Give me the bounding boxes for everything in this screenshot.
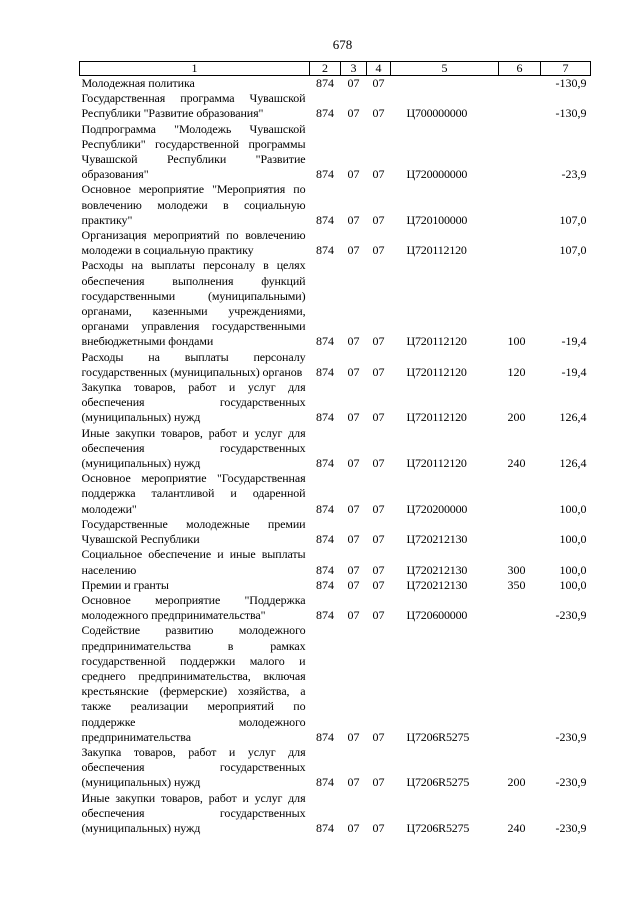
row-target-article-cell: Ц720112120 — [406, 364, 467, 379]
column-header-6: 6 — [499, 62, 541, 76]
row-subsection-cell: 07 — [372, 167, 385, 182]
column-header-3: 3 — [341, 62, 367, 76]
row-target-article-cell: Ц720112120 — [406, 243, 467, 258]
row-subsection-cell: 07 — [372, 212, 385, 227]
row-section-cell: 07 — [347, 334, 360, 349]
row-ministry-code-cell: 874 — [316, 456, 334, 471]
table-row — [80, 122, 591, 183]
row-subsection-cell: 07 — [372, 608, 385, 623]
column-header-4: 4 — [367, 62, 391, 76]
row-target-article-cell: Ц7206R5275 — [406, 729, 470, 744]
table-row — [80, 578, 591, 593]
row-ministry-code-cell: 874 — [316, 106, 334, 121]
table-body — [80, 76, 591, 837]
row-section-cell: 07 — [347, 76, 360, 90]
row-amount-cell: -230,9 — [555, 775, 587, 790]
row-amount-cell: -230,9 — [555, 608, 587, 623]
row-expense-type-cell — [499, 517, 541, 547]
row-subsection-cell: 07 — [372, 562, 385, 577]
row-amount-cell: -19,4 — [561, 334, 587, 349]
row-target-article-cell: Ц720600000 — [406, 608, 468, 623]
row-amount-cell: 100,0 — [559, 577, 587, 592]
row-amount-cell: -130,9 — [555, 76, 587, 90]
row-ministry-code-cell: 874 — [316, 820, 334, 835]
row-name-cell: Закупка товаров, работ и услуг для обеспечения государственных (муниципальных) нужд — [81, 744, 306, 790]
row-expense-type-cell: 300 — [507, 562, 526, 577]
row-name-cell: Иные закупки товаров, работ и услуг для обеспечения государственных (муниципальных) нужд — [81, 425, 306, 471]
row-subsection-cell: 07 — [372, 243, 385, 258]
row-expense-type-cell — [499, 91, 541, 121]
table-row — [80, 350, 591, 380]
row-ministry-code-cell: 874 — [316, 775, 334, 790]
table-row — [80, 471, 591, 517]
row-subsection-cell: 07 — [372, 364, 385, 379]
row-ministry-code-cell: 874 — [316, 562, 334, 577]
row-name-cell: Молодежная политика — [81, 76, 195, 90]
row-target-article-cell: Ц720100000 — [406, 212, 468, 227]
table-row — [80, 623, 591, 745]
row-name-cell: Закупка товаров, работ и услуг для обеспечения государственных (муниципальных) нужд — [81, 380, 306, 425]
row-section-cell: 07 — [347, 106, 360, 121]
row-amount-cell: 107,0 — [559, 243, 587, 258]
row-section-cell: 07 — [347, 562, 360, 577]
row-section-cell: 07 — [347, 456, 360, 471]
table-row — [80, 258, 591, 349]
table-row — [80, 593, 591, 623]
row-name-cell: Основное мероприятие "Мероприятия по вовлечению молодежи в социальную практику" — [81, 182, 306, 227]
row-ministry-code-cell: 874 — [316, 608, 334, 623]
row-amount-cell: 100,0 — [559, 562, 587, 577]
row-name-cell: Основное мероприятие "Государственная поддержка талантливой и одаренной молодежи" — [81, 471, 306, 516]
row-section-cell: 07 — [347, 820, 360, 835]
row-expense-type-cell: 120 — [507, 364, 526, 379]
table-row — [80, 91, 591, 121]
row-section-cell: 07 — [347, 775, 360, 790]
row-ministry-code-cell: 874 — [316, 532, 334, 547]
row-ministry-code-cell: 874 — [316, 410, 334, 425]
row-name-cell: Организация мероприятий по вовлечению молодежи в социальную практику — [81, 228, 306, 258]
row-ministry-code-cell: 874 — [316, 76, 334, 90]
row-section-cell: 07 — [347, 212, 360, 227]
row-ministry-code-cell: 874 — [316, 729, 334, 744]
table-row — [80, 228, 591, 258]
row-target-article-cell: Ц720112120 — [406, 410, 467, 425]
row-name-cell: Иные закупки товаров, работ и услуг для обеспечения государственных (муниципальных) нужд — [81, 790, 306, 835]
row-expense-type-cell: 240 — [507, 456, 526, 471]
table-row — [80, 76, 591, 92]
row-expense-type-cell — [499, 122, 541, 183]
row-amount-cell: -23,9 — [561, 167, 587, 182]
row-name-cell: Содействие развитию молодежного предпринимательства в рамках государственной поддержки малого и среднего предпринимательства, включая крестьянские (фермерские) хозяйства, а также реализации мероприятий по поддержке молодежного предпринимательства — [81, 623, 306, 744]
budget-table — [79, 61, 591, 836]
row-amount-cell: 107,0 — [559, 212, 587, 227]
row-section-cell: 07 — [347, 729, 360, 744]
table-row — [80, 547, 591, 577]
row-target-article-cell: Ц720112120 — [406, 334, 467, 349]
row-section-cell: 07 — [347, 501, 360, 516]
row-expense-type-cell: 200 — [507, 775, 526, 790]
row-expense-type-cell — [499, 228, 541, 258]
row-ministry-code-cell: 874 — [316, 167, 334, 182]
row-target-article-cell: Ц720212130 — [406, 562, 468, 577]
column-header-7: 7 — [541, 62, 591, 76]
row-subsection-cell: 07 — [372, 501, 385, 516]
row-expense-type-cell — [499, 623, 541, 745]
column-header-5: 5 — [391, 62, 499, 76]
row-subsection-cell: 07 — [372, 410, 385, 425]
row-amount-cell: 100,0 — [559, 532, 587, 547]
row-section-cell: 07 — [347, 167, 360, 182]
row-ministry-code-cell: 874 — [316, 212, 334, 227]
page-number: 678 — [332, 37, 353, 52]
row-subsection-cell: 07 — [372, 775, 385, 790]
row-section-cell: 07 — [347, 410, 360, 425]
row-subsection-cell: 07 — [372, 334, 385, 349]
row-target-article-cell: Ц700000000 — [406, 106, 468, 121]
row-ministry-code-cell: 874 — [316, 364, 334, 379]
row-subsection-cell: 07 — [372, 76, 385, 90]
table-row — [80, 426, 591, 472]
row-expense-type-cell: 100 — [507, 334, 526, 349]
row-name-cell: Государственные молодежные премии Чувашской Республики — [81, 516, 306, 547]
row-expense-type-cell: 240 — [507, 820, 526, 835]
row-name-cell: Премии и гранты — [81, 577, 169, 592]
row-section-cell: 07 — [347, 532, 360, 547]
row-ministry-code-cell: 874 — [316, 501, 334, 516]
table-row — [80, 380, 591, 426]
table-row — [80, 182, 591, 228]
row-name-cell: Государственная программа Чувашской Республики "Развитие образования" — [81, 91, 306, 121]
row-expense-type-cell — [499, 471, 541, 517]
row-target-article-cell: Ц720000000 — [406, 167, 468, 182]
table-row — [80, 745, 591, 791]
row-name-cell: Расходы на выплаты персоналу в целях обеспечения выполнения функций государственными (муниципальными) органами, казенными учреждениями, органами управления государственными внебюджетными фондами — [81, 258, 306, 349]
row-expense-type-cell: 350 — [507, 577, 526, 592]
table-header-row — [80, 62, 591, 76]
row-amount-cell: -230,9 — [555, 729, 587, 744]
row-section-cell: 07 — [347, 243, 360, 258]
row-section-cell: 07 — [347, 577, 360, 592]
row-target-article-cell: Ц7206R5275 — [406, 775, 470, 790]
row-ministry-code-cell: 874 — [316, 243, 334, 258]
row-amount-cell: 126,4 — [559, 410, 587, 425]
row-expense-type-cell — [499, 76, 541, 92]
row-target-article-cell: Ц720212130 — [406, 532, 468, 547]
row-target-article-cell: Ц720200000 — [406, 501, 468, 516]
row-expense-type-cell: 200 — [507, 410, 526, 425]
row-target-article-cell: Ц720112120 — [406, 456, 467, 471]
row-subsection-cell: 07 — [372, 106, 385, 121]
row-amount-cell: -19,4 — [561, 364, 587, 379]
table-row — [80, 791, 591, 837]
row-section-cell: 07 — [347, 608, 360, 623]
row-name-cell: Подпрограмма "Молодежь Чувашской Республики" государственной программы Чувашской Республики "Развитие образования" — [81, 121, 306, 182]
row-ministry-code-cell: 874 — [316, 334, 334, 349]
row-target-article-cell: Ц720212130 — [406, 577, 468, 592]
row-subsection-cell: 07 — [372, 532, 385, 547]
row-expense-type-cell — [499, 182, 541, 228]
row-amount-cell: 100,0 — [559, 501, 587, 516]
row-name-cell: Основное мероприятие "Поддержка молодежного предпринимательства" — [81, 592, 306, 623]
column-header-2: 2 — [310, 62, 341, 76]
row-amount-cell: -130,9 — [555, 106, 587, 121]
row-expense-type-cell — [499, 593, 541, 623]
row-target-article-cell — [391, 76, 499, 92]
row-subsection-cell: 07 — [372, 456, 385, 471]
row-name-cell: Социальное обеспечение и иные выплаты населению — [81, 547, 306, 577]
row-amount-cell: 126,4 — [559, 456, 587, 471]
row-name-cell: Расходы на выплаты персоналу государственных (муниципальных) органов — [81, 349, 306, 379]
row-ministry-code-cell: 874 — [316, 577, 334, 592]
table-row — [80, 517, 591, 547]
row-subsection-cell: 07 — [372, 820, 385, 835]
row-subsection-cell: 07 — [372, 577, 385, 592]
row-subsection-cell: 07 — [372, 729, 385, 744]
row-amount-cell: -230,9 — [555, 820, 587, 835]
row-target-article-cell: Ц7206R5275 — [406, 820, 470, 835]
column-header-1: 1 — [80, 62, 310, 76]
row-section-cell: 07 — [347, 364, 360, 379]
